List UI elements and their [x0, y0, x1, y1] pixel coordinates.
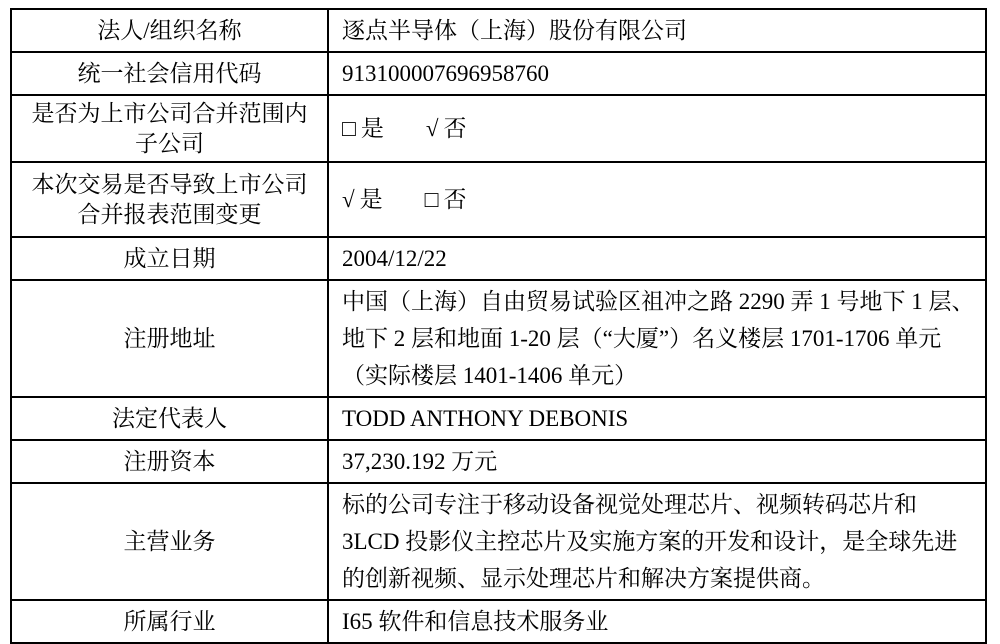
- row-label: 主营业务: [11, 483, 328, 600]
- row-value: 逐点半导体（上海）股份有限公司: [328, 9, 986, 52]
- checkbox-option-no: [426, 116, 467, 141]
- row-legal-name: [11, 9, 986, 52]
- row-value: 37,230.192 万元: [328, 440, 986, 483]
- row-value: 标的公司专注于移动设备视觉处理芯片、视频转码芯片和 3LCD 投影仪主控芯片及实施方案的开发和设计，是全球先进的创新视频、显示处理芯片和解决方案提供商。: [328, 483, 986, 600]
- row-label: 成立日期: [11, 237, 328, 280]
- row-value: [328, 162, 986, 237]
- row-value: 2004/12/22: [328, 237, 986, 280]
- row-legal-representative: [11, 397, 986, 440]
- checkbox-empty-icon: □: [342, 116, 356, 141]
- row-value: 中国（上海）自由贸易试验区祖冲之路 2290 弄 1 号地下 1 层、地下 2 层和地面 1-20 层（“大厦”）名义楼层 1701-1706 单元（实际楼层 1401-1406 单元）: [328, 280, 986, 397]
- row-value: 913100007696958760: [328, 52, 986, 95]
- row-industry: [11, 600, 986, 643]
- checkbox-empty-icon: □: [424, 187, 439, 212]
- row-label: 统一社会信用代码: [11, 52, 328, 95]
- checkbox-option-no: [425, 187, 467, 212]
- row-label: 注册地址: [11, 280, 328, 397]
- row-value: [328, 95, 986, 162]
- row-value: TODD ANTHONY DEBONIS: [328, 397, 986, 440]
- checkmark-icon: √: [342, 187, 355, 212]
- checkbox-option-label: 否: [443, 116, 467, 141]
- row-credit-code: [11, 52, 986, 95]
- row-consolidation-change: [11, 162, 986, 237]
- company-info-table: [10, 8, 987, 644]
- row-main-business: [11, 483, 986, 600]
- row-subsidiary-in-scope: [11, 95, 986, 162]
- checkbox-option-label: 是: [359, 187, 383, 212]
- row-establish-date: [11, 237, 986, 280]
- checkbox-option-yes: [342, 187, 383, 212]
- row-registered-address: [11, 280, 986, 397]
- row-label: 法定代表人: [11, 397, 328, 440]
- checkbox-option-label: 是: [360, 116, 384, 141]
- checkbox-option-yes: [342, 116, 384, 141]
- checkbox-option-label: 否: [443, 187, 467, 212]
- row-label: 法人/组织名称: [11, 9, 328, 52]
- checkmark-icon: √: [425, 116, 439, 141]
- row-registered-capital: [11, 440, 986, 483]
- row-label: 是否为上市公司合并范围内子公司: [11, 95, 328, 162]
- row-label: 本次交易是否导致上市公司合并报表范围变更: [11, 162, 328, 237]
- row-label: 注册资本: [11, 440, 328, 483]
- row-value: I65 软件和信息技术服务业: [328, 600, 986, 643]
- row-label: 所属行业: [11, 600, 328, 643]
